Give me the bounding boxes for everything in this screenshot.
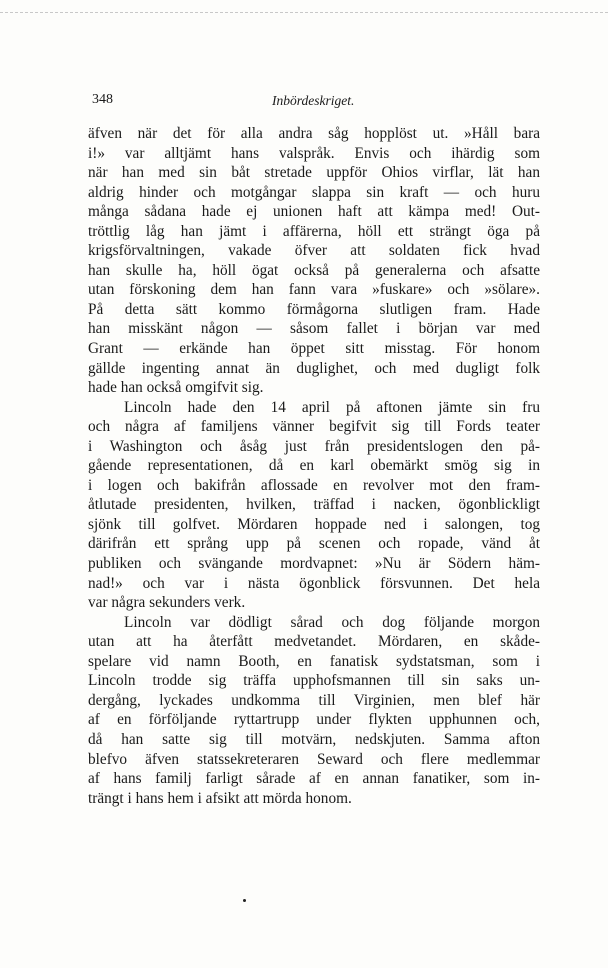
text-line: krigsförvaltningen, vakade öfver att soldaten fick hvad xyxy=(88,242,540,260)
text-line: På detta sätt kommo förmågorna slutligen fram. Hade xyxy=(88,300,540,318)
text-line: var några sekunders verk. xyxy=(88,594,246,612)
text-line: åtlutade presidenten, hvilken, träffad i nacken, ögonblickligt xyxy=(88,496,540,514)
ink-speck xyxy=(243,899,246,902)
text-line: då han satte sig till motvärn, nedskjuten. Samma afton xyxy=(88,730,540,748)
text-line: i logen och bakifrån aflossade en revolver mot den fram- xyxy=(88,476,540,494)
text-line: han misskänt någon — såsom fallet i början var med xyxy=(88,320,540,338)
body-text xyxy=(88,124,540,808)
text-line: publiken och svängande mordvapnet: »Nu är Södern häm- xyxy=(88,555,540,573)
text-line: af en förföljande ryttartrupp under flykten upphunnen och, xyxy=(88,711,540,729)
text-line: många sådana hade ej unionen haft att kämpa med! Out- xyxy=(88,203,540,221)
text-line: hade han också omgifvit sig. xyxy=(88,379,264,397)
paragraph-2 xyxy=(88,398,540,613)
text-line: Lincoln var dödligt sårad och dog följande morgon xyxy=(124,613,540,631)
text-line: i Washington och åsåg just från presidentslogen den på- xyxy=(88,437,540,455)
text-line: nad!» och var i nästa ögonblick försvunnen. Det hela xyxy=(88,574,540,592)
page-number: 348 xyxy=(92,92,113,107)
text-line: gällde ingenting annat än duglighet, och med dugligt folk xyxy=(88,359,540,377)
paragraph-1 xyxy=(88,124,540,398)
text-line: trängt i hans hem i afsikt att mörda honom. xyxy=(88,789,352,807)
text-line: därifrån ett språng upp på scenen och ropade, vänd åt xyxy=(88,535,540,553)
text-line: Lincoln trodde sig träffa upphofsmannen till sin saks un- xyxy=(88,672,540,690)
text-line: af hans familj farligt sårade af en annan fanatiker, som in- xyxy=(88,770,540,788)
text-line: Grant — erkände han öppet sitt misstag. För honom xyxy=(88,340,540,358)
text-line: när han med sin båt stretade uppför Ohios virflar, lät han xyxy=(88,164,540,182)
text-line: gående representationen, då en karl obemärkt smög sig in xyxy=(88,457,540,475)
text-line: utan att ha återfått medvetandet. Mördaren, en skåde- xyxy=(88,633,540,651)
text-line: dergång, lyckades undkomma till Virginien, men blef här xyxy=(88,691,540,709)
text-line: aldrig hinder och motgångar slappa sin kraft — och huru xyxy=(88,183,540,201)
text-line: han skulle ha, höll ögat också på generalerna och afsatte xyxy=(88,261,540,279)
text-line: tröttlig låg han jämt i affärerna, höll ett strängt öga på xyxy=(88,222,540,240)
paragraph-3 xyxy=(88,613,540,808)
text-line: Lincoln hade den 14 april på aftonen jämte sin fru xyxy=(124,398,540,416)
top-edge-rule xyxy=(0,12,608,13)
text-line: och några af familjens vänner begifvit sig till Fords teater xyxy=(88,418,540,436)
text-line: spelare vid namn Booth, en fanatisk sydstatsman, som i xyxy=(88,652,540,670)
text-line: i!» var alltjämt hans valspråk. Envis och ihärdig som xyxy=(88,144,540,162)
text-line: sjönk till golfvet. Mördaren hoppade ned i salongen, tog xyxy=(88,515,540,533)
page-header xyxy=(92,92,542,112)
text-line: blefvo äfven statssekreteraren Seward och flere medlemmar xyxy=(88,750,540,768)
running-title: Inbördeskriget. xyxy=(272,93,355,108)
text-line: äfven när det för alla andra såg hopplöst ut. »Håll bara xyxy=(88,125,540,142)
text-line: utan förskoning dem han fann vara »fuskare» och »sölare». xyxy=(88,281,540,299)
